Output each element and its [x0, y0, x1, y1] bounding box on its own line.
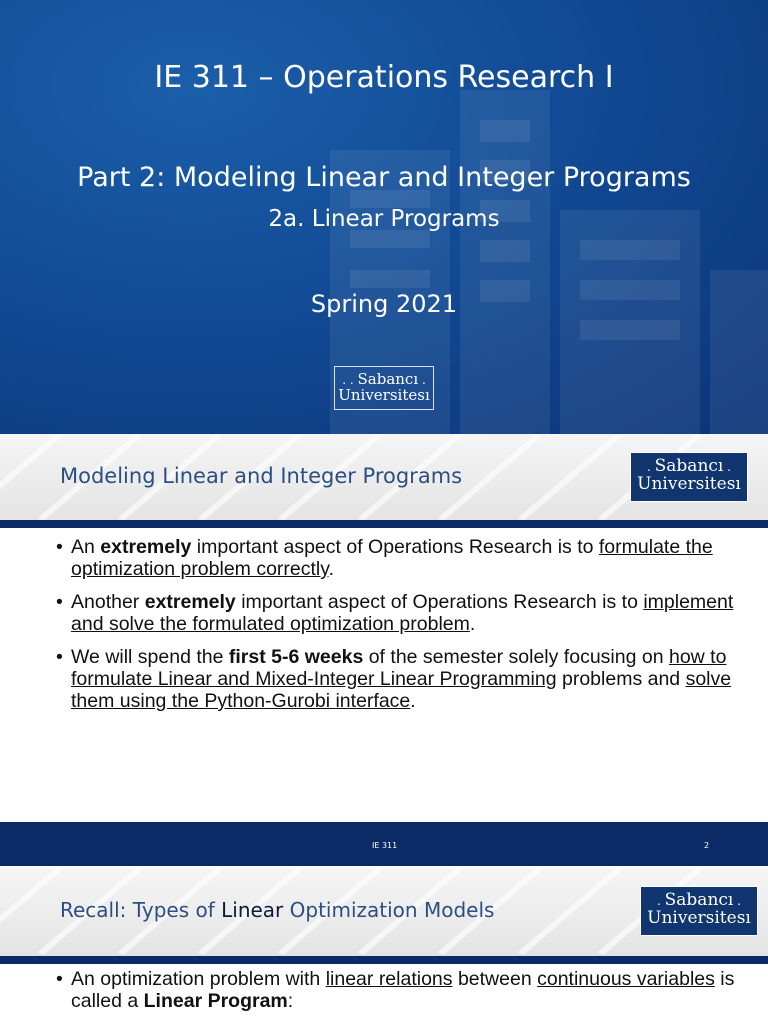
slide2-footer — [0, 822, 768, 866]
underlined-text: how to formulate Linear and Mixed-Integer Linear Programming — [71, 646, 727, 690]
part-subtitle: 2a. Linear Programs — [268, 206, 500, 232]
university-logo: . Sabancı . Universitesı — [640, 886, 758, 936]
title-emphasis: Linear — [221, 898, 284, 922]
logo-top-text: Sabancı — [654, 456, 724, 476]
text-run: An — [71, 536, 101, 558]
bold-text: extremely — [100, 536, 192, 558]
bullet-item — [56, 591, 746, 635]
bold-text: first 5-6 weeks — [228, 646, 364, 668]
slide2-title: Modeling Linear and Integer Programs — [60, 464, 463, 488]
text-run: between — [452, 968, 538, 990]
text-run: : — [287, 990, 294, 1012]
logo-top-text: Sabancı — [664, 890, 734, 910]
text-run: An optimization problem with — [71, 968, 326, 990]
slide2-body — [56, 536, 746, 723]
underlined-text: linear relations — [325, 968, 453, 990]
part-title: Part 2: Modeling Linear and Integer Programs — [77, 162, 691, 193]
slide3-title — [60, 898, 494, 922]
bold-text: Linear Program — [143, 990, 288, 1012]
university-logo: . . Sabancı . Universitesı — [334, 366, 434, 410]
bold-text: extremely — [144, 591, 236, 613]
header-divider — [0, 520, 768, 528]
header-divider — [0, 956, 768, 964]
text-run: important aspect of Operations Research is to — [235, 591, 644, 613]
text-run: Another — [71, 591, 145, 613]
title-slide — [0, 0, 768, 434]
text-run: . — [410, 690, 416, 712]
footer-course: IE 311 — [372, 841, 398, 850]
underlined-text: solve them using the Python-Gurobi interface — [71, 668, 732, 712]
slide3-header — [0, 868, 768, 956]
text-run: . — [328, 558, 334, 580]
logo-bottom-text: Universitesı — [637, 473, 741, 494]
text-run: is called a — [71, 968, 735, 1012]
title-text: Recall: Types of — [60, 898, 222, 922]
underlined-text: continuous variables — [537, 968, 715, 990]
logo-bottom-text: Universitesı — [338, 385, 430, 404]
bullet-item — [56, 646, 746, 712]
logo-bottom-text: Universitesı — [647, 907, 751, 928]
course-title: IE 311 – Operations Research I — [154, 60, 614, 95]
text-run: . — [469, 613, 476, 635]
university-logo: . Sabancı . Universitesı — [630, 452, 748, 502]
text-run: problems and — [556, 668, 686, 690]
underlined-text: implement and solve the formulated optimization problem — [71, 591, 734, 635]
slide2-header — [0, 434, 768, 520]
text-run: We will spend the — [71, 646, 229, 668]
text-run: of the semester solely focusing on — [363, 646, 669, 668]
title-text: Optimization Models — [283, 898, 495, 922]
logo-top-text: Sabancı — [357, 370, 419, 388]
term-label: Spring 2021 — [310, 290, 458, 318]
underlined-text: formulate the optimization problem correctly — [71, 536, 713, 580]
bullet-item — [56, 536, 746, 580]
slide3-body — [56, 968, 746, 1023]
text-run: important aspect of Operations Research is to — [191, 536, 599, 558]
page-number: 2 — [704, 841, 710, 850]
bullet-item — [56, 968, 746, 1012]
